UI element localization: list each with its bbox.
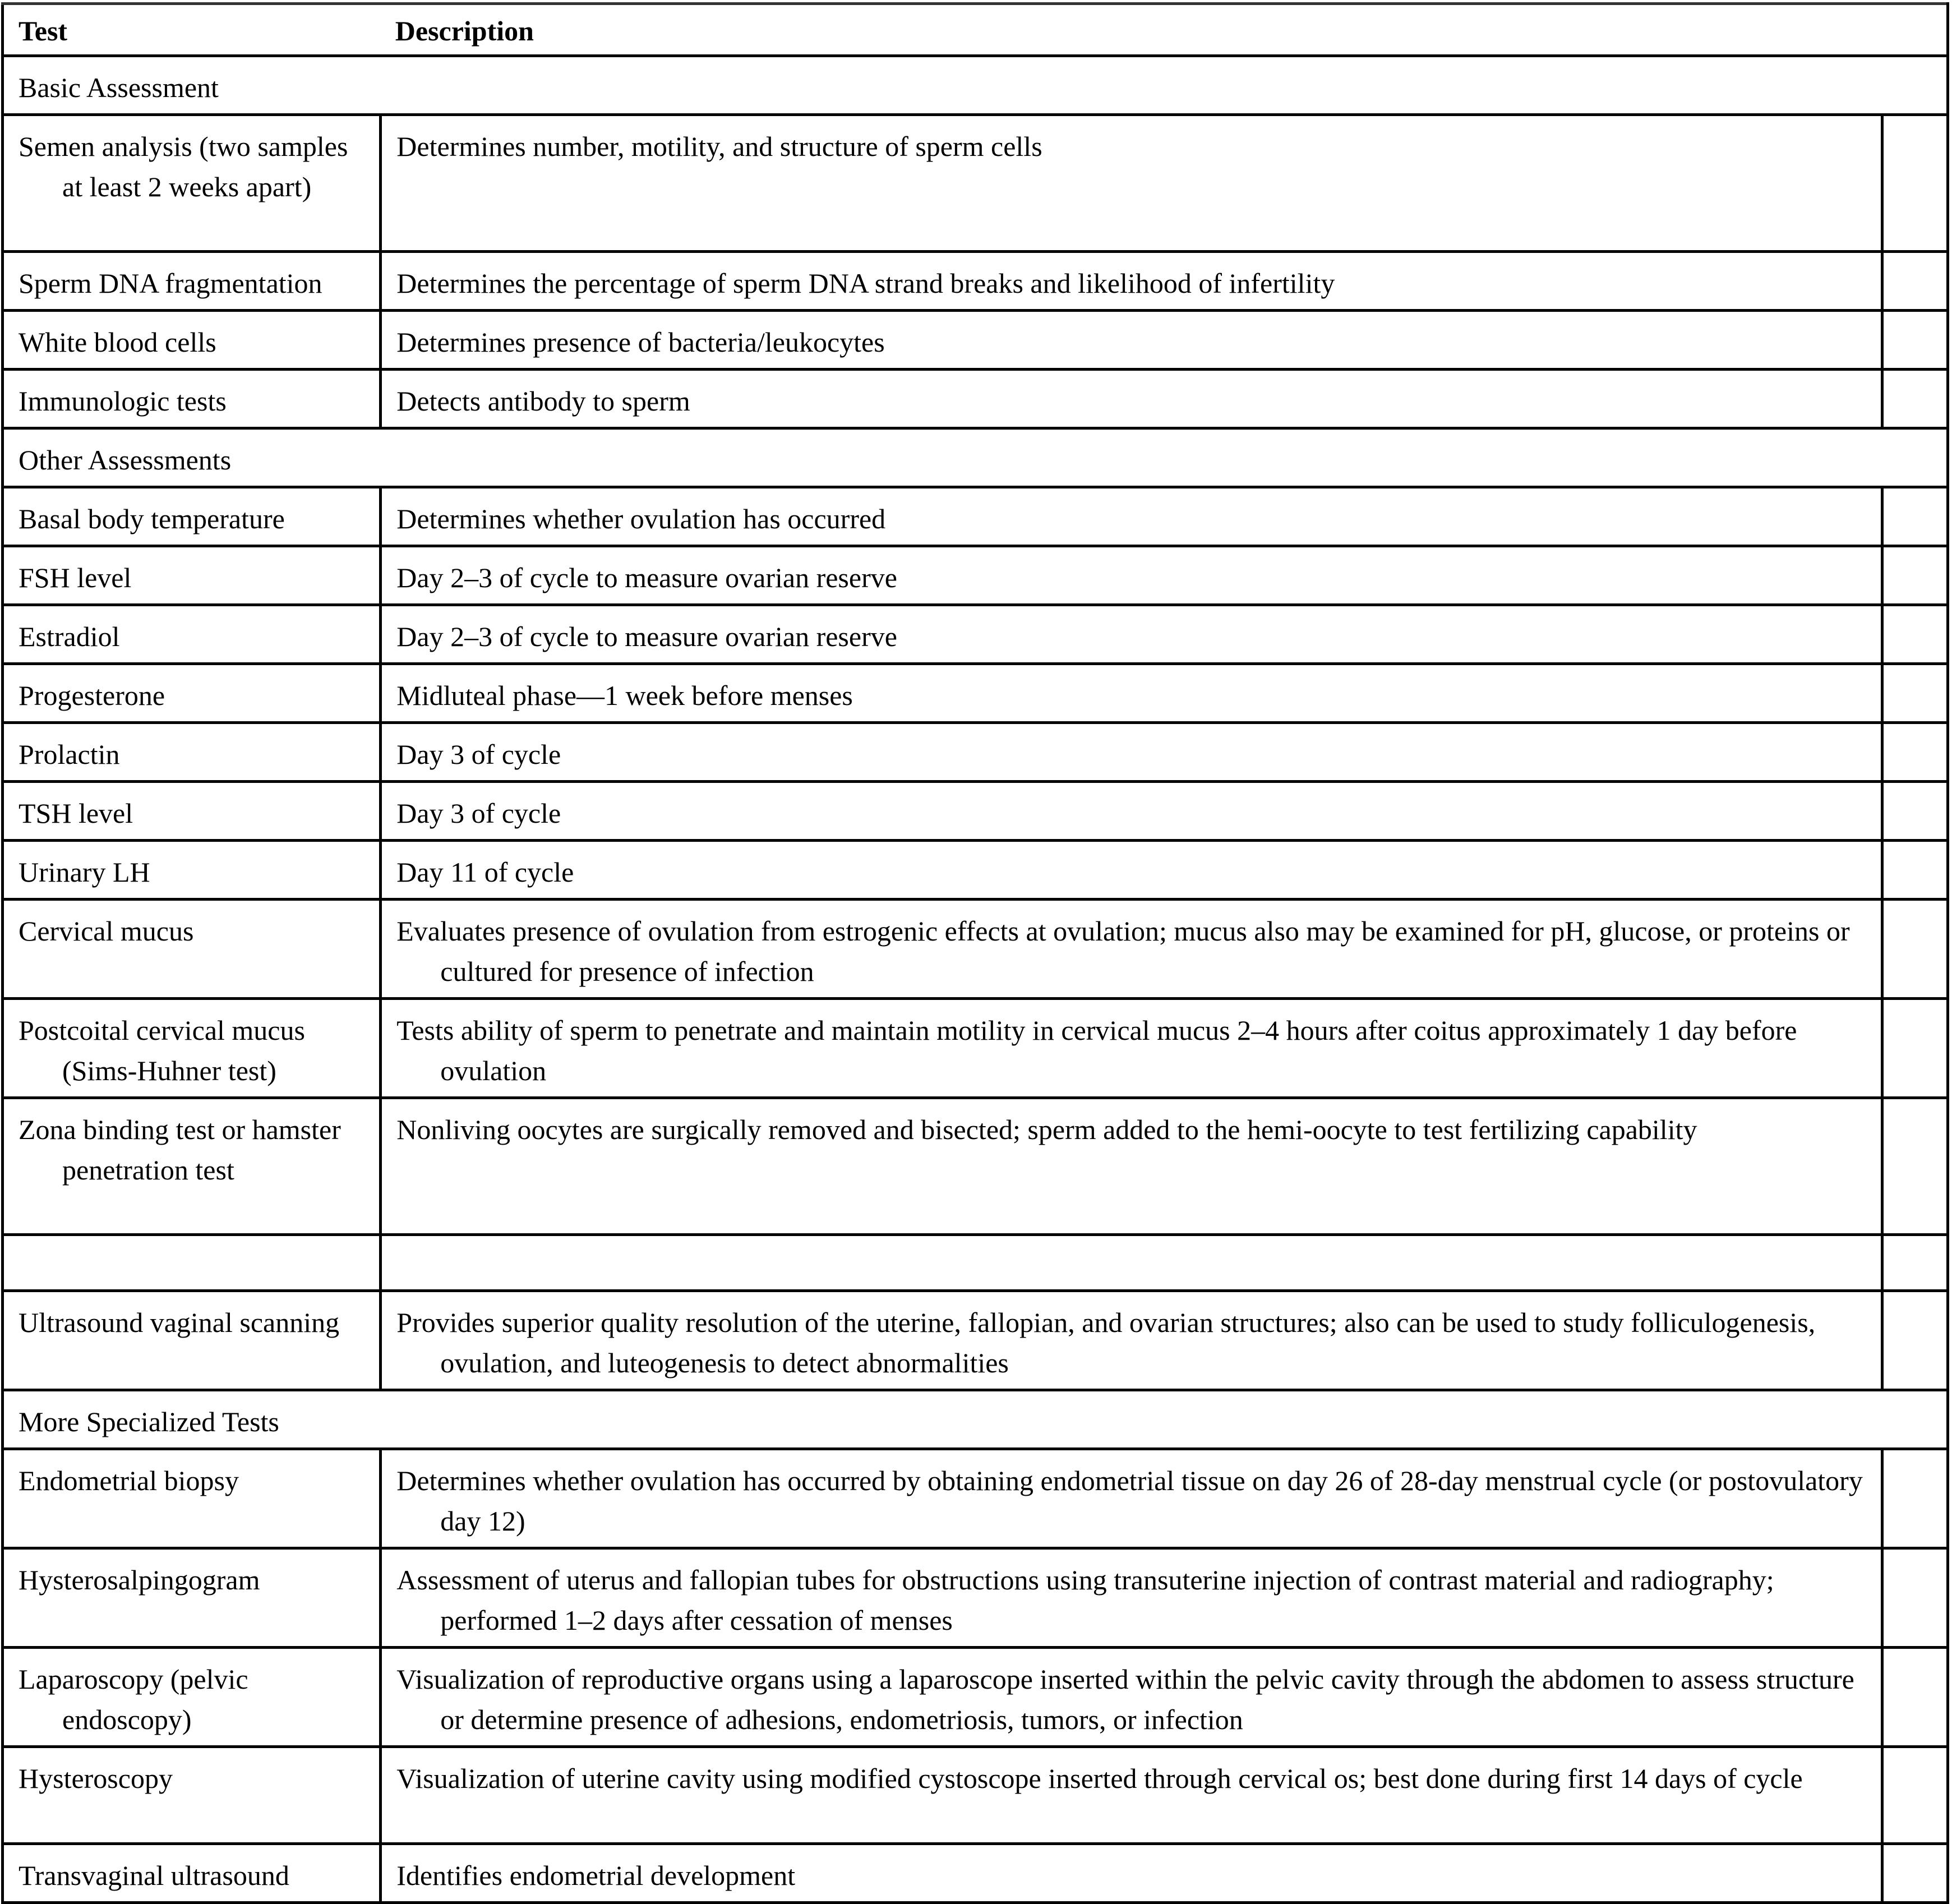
table-row	[3, 311, 1948, 370]
blank-cell	[1882, 252, 1948, 311]
test-name-cell: Prolactin	[3, 723, 381, 782]
description-cell: Determines whether ovulation has occurred by obtaining endometrial tissue on day 26 of 28-day menstrual cycle (or postovulatory day 12)	[381, 1449, 1882, 1548]
test-name-cell: Postcoital cervical mucus (Sims-Huhner test)	[3, 999, 381, 1098]
description-cell: Day 11 of cycle	[381, 841, 1882, 900]
blank-cell	[1882, 1844, 1948, 1903]
table-row	[3, 841, 1948, 900]
test-name-cell: Immunologic tests	[3, 370, 381, 428]
table-row	[3, 1648, 1948, 1747]
description-cell: Day 3 of cycle	[381, 723, 1882, 782]
test-name-cell: Basal body temperature	[3, 487, 381, 546]
description-cell: Day 3 of cycle	[381, 782, 1882, 841]
table-row	[3, 1291, 1948, 1390]
table-row	[3, 1449, 1948, 1548]
description-cell	[381, 1235, 1882, 1291]
test-name-cell: Hysteroscopy	[3, 1747, 381, 1844]
description-cell: Visualization of reproductive organs using a laparoscope inserted within the pelvic cavity through the abdomen to assess structure or determine presence of adhesions, endometriosis, tumors, or infection	[381, 1648, 1882, 1747]
test-name-cell: Urinary LH	[3, 841, 381, 900]
description-cell: Determines whether ovulation has occurred	[381, 487, 1882, 546]
table-row	[3, 723, 1948, 782]
table-row	[3, 546, 1948, 605]
test-name-cell: TSH level	[3, 782, 381, 841]
blank-cell	[1882, 546, 1948, 605]
blank-cell	[1882, 1648, 1948, 1747]
blank-cell	[1882, 1449, 1948, 1548]
blank-cell	[1882, 664, 1948, 723]
section-title: More Specialized Tests	[3, 1390, 1948, 1449]
table-row	[3, 370, 1948, 428]
blank-cell	[1882, 999, 1948, 1098]
description-cell: Assessment of uterus and fallopian tubes for obstructions using transuterine injection of contrast material and radiography; performed 1–2 days after cessation of menses	[381, 1548, 1882, 1648]
description-cell: Identifies endometrial development	[381, 1844, 1882, 1903]
description-cell: Evaluates presence of ovulation from estrogenic effects at ovulation; mucus also may be examined for pH, glucose, or proteins or cultured for presence of infection	[381, 900, 1882, 999]
blank-cell	[1882, 115, 1948, 252]
description-cell: Tests ability of sperm to penetrate and maintain motility in cervical mucus 2–4 hours after coitus approximately 1 day before ovulation	[381, 999, 1882, 1098]
test-name-cell: Hysterosalpingogram	[3, 1548, 381, 1648]
blank-cell	[1882, 1291, 1948, 1390]
table-row	[3, 999, 1948, 1098]
description-cell: Nonliving oocytes are surgically removed and bisected; sperm added to the hemi-oocyte to test fertilizing capability	[381, 1098, 1882, 1235]
blank-cell	[1882, 605, 1948, 664]
table-row	[3, 487, 1948, 546]
blank-cell	[1882, 370, 1948, 428]
description-cell: Midluteal phase—1 week before menses	[381, 664, 1882, 723]
header-description: Description	[381, 4, 1882, 56]
section-title: Other Assessments	[3, 428, 1948, 487]
blank-cell	[1882, 487, 1948, 546]
blank-cell	[1882, 1235, 1948, 1291]
blank-cell	[1882, 1747, 1948, 1844]
description-cell: Day 2–3 of cycle to measure ovarian reserve	[381, 605, 1882, 664]
test-name-cell: Sperm DNA fragmentation	[3, 252, 381, 311]
test-name-cell: Endometrial biopsy	[3, 1449, 381, 1548]
test-name-cell: Progesterone	[3, 664, 381, 723]
blank-cell	[1882, 311, 1948, 370]
infertility-tests-table	[1, 2, 1949, 1904]
blank-cell	[1882, 782, 1948, 841]
description-cell: Detects antibody to sperm	[381, 370, 1882, 428]
blank-cell	[1882, 1548, 1948, 1648]
description-cell: Provides superior quality resolution of the uterine, fallopian, and ovarian structures; also can be used to study folliculogenesis, ovulation, and luteogenesis to detect abnormalities	[381, 1291, 1882, 1390]
test-name-cell: Semen analysis (two samples at least 2 weeks apart)	[3, 115, 381, 252]
header-test: Test	[3, 4, 381, 56]
header-row	[3, 4, 1948, 56]
blank-cell	[1882, 723, 1948, 782]
table-row	[3, 252, 1948, 311]
test-name-cell: FSH level	[3, 546, 381, 605]
table-row	[3, 664, 1948, 723]
table-row	[3, 605, 1948, 664]
test-name-cell	[3, 1235, 381, 1291]
test-name-cell: Transvaginal ultrasound	[3, 1844, 381, 1903]
description-cell: Determines presence of bacteria/leukocytes	[381, 311, 1882, 370]
table-row	[3, 1235, 1948, 1291]
section-header-row	[3, 1390, 1948, 1449]
blank-cell	[1882, 900, 1948, 999]
description-cell: Determines number, motility, and structure of sperm cells	[381, 115, 1882, 252]
table-body	[3, 56, 1948, 1903]
table-row	[3, 115, 1948, 252]
table-row	[3, 782, 1948, 841]
description-cell: Day 2–3 of cycle to measure ovarian reserve	[381, 546, 1882, 605]
blank-cell	[1882, 1098, 1948, 1235]
test-name-cell: Cervical mucus	[3, 900, 381, 999]
table-row	[3, 1844, 1948, 1903]
table-row	[3, 900, 1948, 999]
description-cell: Visualization of uterine cavity using modified cystoscope inserted through cervical os; best done during first 14 days of cycle	[381, 1747, 1882, 1844]
table-row	[3, 1747, 1948, 1844]
test-name-cell: Ultrasound vaginal scanning	[3, 1291, 381, 1390]
table-row	[3, 1098, 1948, 1235]
section-header-row	[3, 428, 1948, 487]
section-header-row	[3, 56, 1948, 115]
test-name-cell: Zona binding test or hamster penetration test	[3, 1098, 381, 1235]
blank-cell	[1882, 841, 1948, 900]
test-name-cell: Estradiol	[3, 605, 381, 664]
test-name-cell: White blood cells	[3, 311, 381, 370]
test-name-cell: Laparoscopy (pelvic endoscopy)	[3, 1648, 381, 1747]
header-blank	[1882, 4, 1948, 56]
section-title: Basic Assessment	[3, 56, 1948, 115]
table-row	[3, 1548, 1948, 1648]
description-cell: Determines the percentage of sperm DNA strand breaks and likelihood of infertility	[381, 252, 1882, 311]
